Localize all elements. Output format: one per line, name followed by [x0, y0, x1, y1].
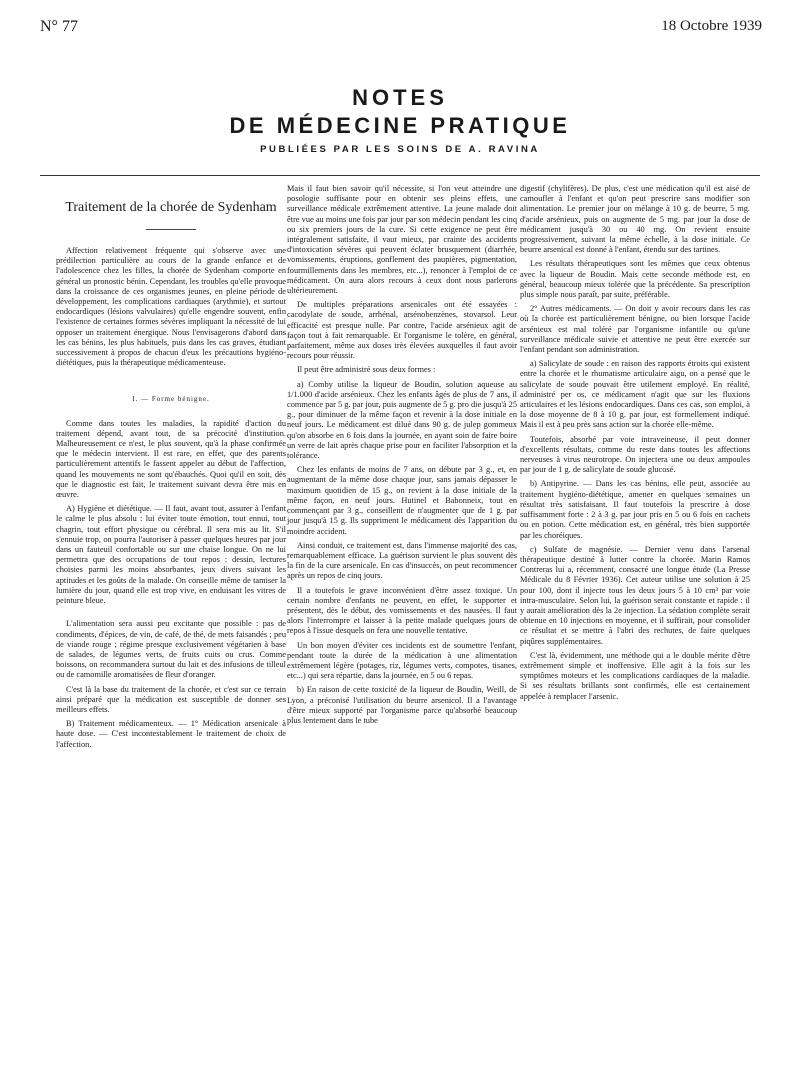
column-1 — [56, 184, 286, 754]
masthead-subtitle: DE MÉDECINE PRATIQUE — [229, 113, 571, 138]
masthead — [0, 84, 800, 155]
title-underline — [146, 229, 196, 230]
paragraph: C'est là, évidemment, une méthode qui a le double mérite d'être extrêmement simple et inoffensive. Elle agit à la fois sur les symptômes moteurs et les complications cardiaques de la maladie. Si ses résultats brillants sont confirmés, elle est certainement appelée à remplacer l'arsenic. — [520, 650, 750, 701]
issue-date: 18 Octobre 1939 — [661, 18, 762, 34]
column-3 — [520, 184, 750, 706]
paragraph: digestif (chylifères). De plus, c'est une médication qu'il est aisé de camoufler à l'enfant et qu'on peut prescrire sans modifier son alimentation. Le premier jour on mélange à 10 g. de beurre, 5 mg. d'acide arsénieux, puis on augmente de 5 mg. par jour la dose de médicament jusqu'à 30 ou 40 mg. On revient ensuite progressivement, suivant la même échelle, à la dose initiale. Ce beurre arsenical est donné à l'enfant, étendu sur des tartines. — [520, 184, 750, 255]
paragraph: A) Hygiène et diététique. — Il faut, avant tout, assurer à l'enfant le calme le plus absolu : lui éviter toute émotion, tout ennui, tout chagrin, tout effort physique ou cérébral. Il sera mis au lit. S'il s'ennuie trop, on pourra l'autoriser à passer quelques heures par jour dans un fauteuil confortable ou sur une chaise longue. On ne lui permettra que des occupations de tout repos : dessin, lectures choisies parmi les moins absorbantes, jeux divers suivant les aptitudes et les goûts de la malade. On conseille même de tamiser la lumière du jour, quand elle est trop vive, en enduisant les vitres de peinture bleue. — [56, 504, 286, 606]
paragraph: Un bon moyen d'éviter ces incidents est de soumettre l'enfant, pendant toute la durée de la médication à une alimentation extrêmement légère (potages, riz, légumes verts, compotes, tisanes, etc...) qui sera répartie, dans la journée, en 5 ou 6 repas. — [287, 640, 517, 681]
masthead-credit: PUBLIÉES PAR LES SOINS DE A. RAVINA — [260, 144, 540, 155]
paragraph: Il a toutefois le grave inconvénient d'être assez toxique. Un certain nombre d'enfants ne peuvent, en effet, le supporter et présentent, dès le début, des vomissements et des nausées. Il faut alors l'interrompre et laisser à la petite malade quelques jours de repos à l'issue desquels on fera une nouvelle tentative. — [287, 585, 517, 636]
paragraph: L'alimentation sera aussi peu excitante que possible : pas de condiments, d'épices, de vin, de café, de thé, de mets faisandés ; peu de viande rouge ; régime presque exclusivement végétarien à base de salades, de légumes verts, de fruits cuits ou crus. Comme boissons, on recommandera surtout du lait et des infusions de tilleul ou de camomille aromatisées de fleur d'oranger. — [56, 619, 286, 680]
paragraph: Comme dans toutes les maladies, la rapidité d'action du traitement dépend, avant tout, de sa précocité d'institution. Malheureusement ce n'est, le plus souvent, qu'à la phase confirmée que le médecin intervient. Il est rare, en effet, que des parents particulièrement attentifs le fassent appeler au début de l'affection, quand les mouvements ne sont qu'ébauchés. Quoi qu'il en soit, dès que le diagnostic est fait, le traitement suivant devra être mis en œuvre. — [56, 418, 286, 500]
paragraph: b) En raison de cette toxicité de la liqueur de Boudin, Weill, de Lyon, a préconisé l'utilisation du beurre arsenicol. Il a l'avantage d'être mieux supporté par l'organisme parce qu'absorbé beaucoup plus lentement dans le tube — [287, 685, 517, 725]
paragraph: Il peut être administré sous deux formes : — [297, 365, 436, 375]
paragraph: a) Salicylate de soude : en raison des rapports étroits qui existent entre la chorée et le rhumatisme articulaire aigu, on a pensé que le salicylate de soude pouvait être utilement employé. En réalité, administré per os, ce médicament n'agit que sur les fluxions articulaires et les lésions endocardiques. Dans ces cas, son emploi, à la dose moyenne de 8 à 10 g. par jour, est formellement indiqué. Mais il est à peu près sans action sur la chorée elle-même. — [520, 359, 750, 430]
column-2 — [287, 184, 517, 730]
paragraph: Ainsi conduit, ce traitement est, dans l'immense majorité des cas, remarquablement efficace. La guérison survient le plus souvent dès la fin de la cure arsenicale. En cas d'insuccès, on peut recommencer après un repos de cinq jours. — [287, 540, 517, 581]
paragraph: a) Comby utilise la liqueur de Boudin, solution aqueuse au 1/1.000 d'acide arsénieux. Chez les enfants âgés de plus de 7 ans, il commence par 5 g. par jour, puis augmente de 5 g. pro die jusqu'à 25 g., pour diminuer de la même façon et revenir à la dose initiale en neuf jours. Le médicament est dilué dans 90 g. de julep gommeux qu'on absorbe en 6 fois dans la journée, en ayant soin de faire boire un verre de lait après chaque prise pour en faciliter l'absorption et la tolérance. — [287, 379, 517, 461]
paragraph: 2° Autres médicaments. — On doit y avoir recours dans les cas où la chorée est particulièrement bénigne, ou bien lorsque l'acide arsénieux est mal toléré par l'organisme infantile ou qu'une surveillance médicale suivie et attentive ne peut être exercée sur l'enfant pendant son administration. — [520, 304, 750, 355]
masthead-title: NOTES — [352, 85, 448, 110]
paragraph: Chez les enfants de moins de 7 ans, on débute par 3 g., et, en augmentant de la même dose chaque jour, sans jamais dépasser le maximum quotidien de 15 g., on revient à la dose initiale de la même façon, en neuf jours. Hutinel et Babonneix, tout en commençant par 3 g., conseillent de n'augmenter que de 1 g. par jour jusqu'à 15 g. Ils suppriment le médicament dès l'apparition du moindre accident. — [287, 465, 517, 536]
paragraph: Mais il faut bien savoir qu'il nécessite, si l'on veut atteindre une posologie suffisante pour en obtenir ses pleins effets, une surveillance médicale extrêmement attentive. La jeune malade doit être vue au moins une fois par jour par son médecin pendant les cinq ou six premiers jours de la cure. Si cette exigence ne peut être intégralement satisfaite, il vaut mieux, par crainte des accidents d'intoxication sévères qui peuvent éclater brusquement (diarrhée, vomissements, éruptions, gonflement des paupières, pigmentation, fourmillements dans les membres, etc...), renoncer à l'emploi de ce médicament. On aura alors recours à ceux dont nous parlerons ultérieurement. — [287, 184, 517, 296]
section-heading: I. — Forme bénigne. — [132, 395, 210, 404]
paragraph: C'est là la base du traitement de la chorée, et c'est sur ce terrain ainsi préparé que la médication est susceptible de donner ses meilleurs effets. — [56, 684, 286, 714]
paragraph: De multiples préparations arsenicales ont été essayées : cacodylate de soude, arrhénal, arsénobenzènes, stovarsol. Leur efficacité est presque nulle. Par contre, l'acide arsénieux agit de façon tout à fait remarquable. Et l'organisme le tolère, en général, parfaitement, même aux doses très élevées auxquelles il faut avoir recours pour réussir. — [287, 300, 517, 361]
paragraph: c) Sulfate de magnésie. — Dernier venu dans l'arsenal thérapeutique destiné à lutter contre la chorée. Marin Ramos Contreras lui a, récemment, consacré une longue étude (La Presse Médicale du 8 Février 1936). Cet auteur utilise une solution à 25 pour 100, dont il injecte tous les deux jours 5 à 10 cm³ par voie intra-musculaire. Selon lui, la guérison serait constante et rapide : il y aurait amélioration dès la 2e injection. La sédation complète serait obtenue en 10 injections en moyenne, et il suffirait, pour consolider ce résultat et se mettre à l'abri des rechutes, de faire quelques piqûres supplémentaires. — [520, 544, 750, 646]
paragraph: b) Antipyrine. — Dans les cas bénins, elle peut, associée au traitement hygiéno-diététique, amener en quelques semaines un résultat très satisfaisant. Il faut toutefois la prescrire à dose suffisamment forte : 2 à 3 g. par jour pris en 5 ou 6 fois en cachets ou en potion. Cette médication est, en général, très bien supportée par les choréiques. — [520, 479, 750, 540]
paragraph: Les résultats thérapeutiques sont les mêmes que ceux obtenus avec la liqueur de Boudin. Mais cette seconde méthode est, en général, beaucoup mieux tolérée que la précédente. Sa prescription plus simple nous paraît, par suite, préférable. — [520, 259, 750, 300]
paragraph: Toutefois, absorbé par voie intraveineuse, il peut donner d'excellents résultats, comme du reste dans toutes les affections nerveuses à virus neurotrope. On injectera une ou deux ampoules par jour de 1 g. de salicylate de soude glucosé. — [520, 434, 750, 475]
header-divider — [40, 175, 760, 176]
page-number: N° 77 — [40, 18, 78, 35]
paragraph: B) Traitement médicamenteux. — 1° Médication arsenicale à haute dose. — C'est incontestablement le traitement de choix de l'affection. — [56, 719, 286, 749]
paragraph: Affection relativement fréquente qui s'observe avec une prédilection particulière au cours de la grande enfance et de l'adolescence chez les filles, la chorée de Sydenham comporte en général un pronostic bénin. Cependant, les troubles qu'elle provoque dans la croissance de ces organismes jeunes, en pleine période de développement, les complications cardiaques (arythmie), et surtout endocardiques (lésions valvulaires) qu'elle engendre souvent, enfin l'existence de certaines formes sévères impliquant la nécessité de lui opposer un traitement énergique. Nous l'envisagerons d'abord dans les cas bénins, les plus habituels, puis dans les cas graves, étudiant successivement à propos de chacun d'eux les précautions hygiéno-diététiques, puis la thérapeutique médicamenteuse. — [56, 246, 286, 368]
article-title: Traitement de la chorée de Sydenham — [65, 200, 277, 215]
